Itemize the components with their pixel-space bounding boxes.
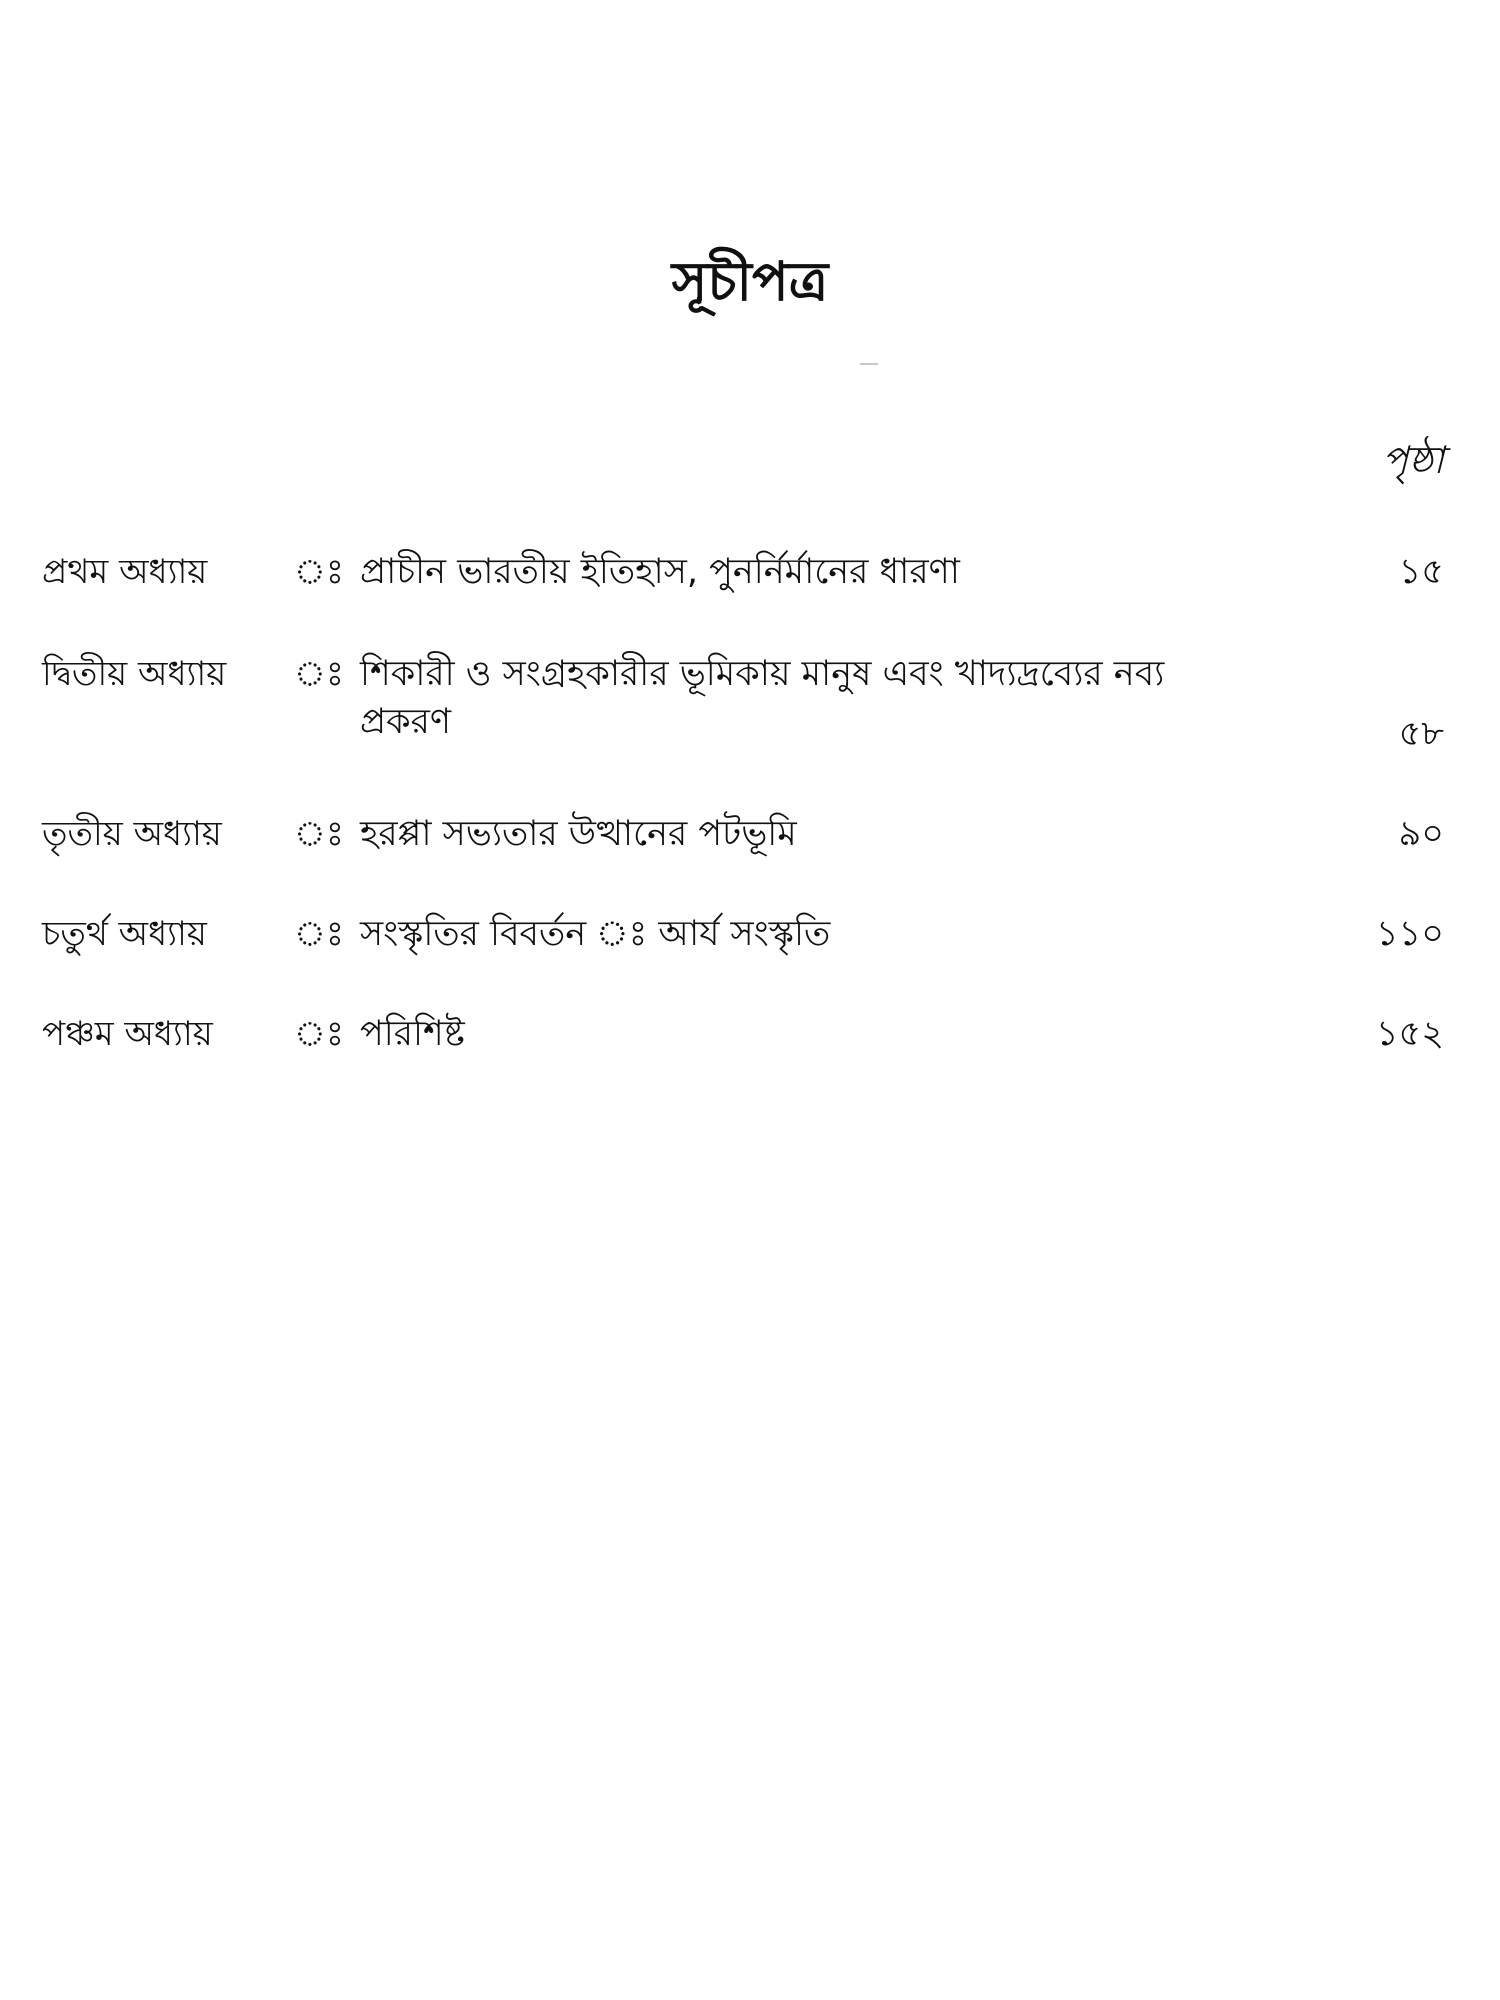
separator: ঃ [294,814,344,854]
chapter-title-line: প্রাচীন ভারতীয় ইতিহাস, পুনর্নির্মানের ধারণা [360,552,960,592]
page-number: ৫৮ [1398,714,1444,754]
chapter-title-line: শিকারী ও সংগ্রহকারীর ভূমিকায় মানুষ এবং খাদ্যদ্রব্যের নব্য [360,654,1165,694]
chapter-label: দ্বিতীয় অধ্যায় [42,654,227,694]
separator: ঃ [294,1014,344,1054]
chapter-title [360,548,1440,596]
toc-entry-4[interactable] [42,910,1444,958]
page-title: সূচীপত্র [671,250,829,313]
toc-entry-3[interactable] [42,810,1444,858]
chapter-title [360,650,1440,746]
toc-entry-5[interactable] [42,1010,1444,1058]
chapter-title [360,910,1440,958]
separator: ঃ [294,552,344,592]
page-number: ৯০ [1398,814,1444,854]
chapter-label: চতুর্থ অধ্যায় [42,914,207,954]
separator: ঃ [294,654,344,694]
chapter-title [360,810,1440,858]
chapter-label: পঞ্চম অধ্যায় [42,1014,213,1054]
chapter-title-line: হরপ্পা সভ্যতার উত্থানের পটভূমি [360,814,797,854]
chapter-title-line: প্রকরণ [360,702,452,742]
toc-entry-2[interactable] [42,650,1444,754]
chapter-title-line: পরিশিষ্ট [360,1014,465,1054]
page-number: ১৫২ [1375,1014,1444,1054]
separator: ঃ [294,914,344,954]
chapter-title-line: সংস্কৃতির বিবর্তন ঃ আর্য সংস্কৃতি [360,914,831,954]
chapter-label: প্রথম অধ্যায় [42,552,208,592]
page-column-label: পৃষ্ঠা [1382,438,1444,482]
page-number: ১৫ [1398,552,1444,592]
page-number: ১১০ [1375,914,1444,954]
chapter-title [360,1010,1440,1058]
chapter-label: তৃতীয় অধ্যায় [42,814,222,854]
print-speck [860,363,878,365]
toc-entry-1[interactable] [42,548,1444,596]
